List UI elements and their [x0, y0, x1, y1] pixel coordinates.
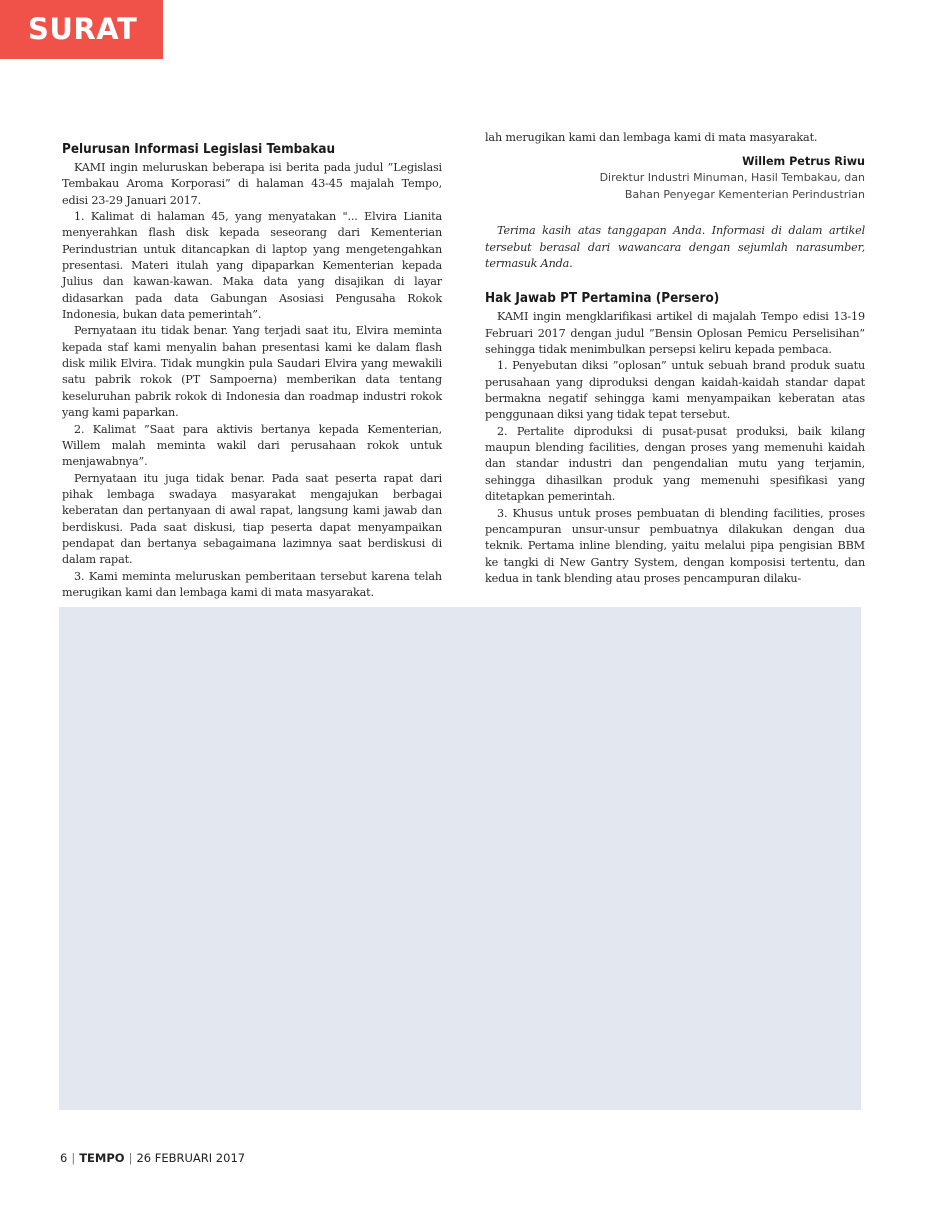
- letter2-title: Hak Jawab PT Pertamina (Persero): [485, 291, 720, 307]
- letter1-paragraph-3: Pernyataan itu tidak benar. Yang terjadi saat itu, Elvira meminta kepada staf kami menyalin bahan presentasi kami ke dalam flash disk milik Elvira. Tidak mungkin pula Saudari Elvira yang mewakili satu pabrik rokok (PT Sampoerna) memberikan data tentang keseluruhan pabrik rokok di Indonesia dan roadmap industri rokok yang kami paparkan.: [62, 324, 442, 420]
- section-tab: SURAT: [0, 0, 163, 59]
- letter2-paragraph-1: KAMI ingin mengklarifikasi artikel di majalah Tempo edisi 13-19 Februari 2017 dengan judul ”Bensin Oplosan Pemicu Perselisihan” sehingga tidak menimbulkan persepsi keliru kepada pembaca.: [485, 310, 865, 357]
- signer-title-line-1: Direktur Industri Minuman, Hasil Tembakau, dan: [599, 171, 865, 185]
- letter1-paragraph-2: 1. Kalimat di halaman 45, yang menyatakan "... Elvira Lianita menyerahkan flash disk kepada seseorang dari Kementerian Perindustrian untuk ditancapkan di laptop yang mengetengahkan presentasi. Materi itulah yang dipaparkan Kementerian kepada Julius dan kawan-kawan. Maka data yang disajikan di layar didasarkan pada data Gabungan Asosiasi Pengusaha Rokok Indonesia, bukan data pemerintah”.: [62, 210, 442, 322]
- signature-block: [485, 154, 865, 203]
- editor-reply: Terima kasih atas tanggapan Anda. Informasi di dalam artikel tersebut berasal dari wawancara dengan sejumlah narasumber, termasuk Anda.: [485, 224, 865, 271]
- left-column: [62, 141, 442, 599]
- photo-placeholder: [59, 607, 861, 1110]
- letter1-paragraph-1: KAMI ingin meluruskan beberapa isi berita pada judul ”Legislasi Tembakau Aroma Korporasi” di halaman 43-45 majalah Tempo, edisi 23-29 Januari 2017.: [62, 161, 442, 207]
- letter2-paragraph-4: 3. Khusus untuk proses pembuatan di blending facilities, proses pencampuran unsur-unsur pembuatnya dilakukan dengan dua teknik. Pertama inline blending, yaitu melalui pipa pengisian BBM ke tangki di New Gantry System, dengan komposisi tertentu, dan kedua in tank blending atau proses pencampuran dilaku-: [485, 506, 865, 585]
- letter1-paragraph-4: 2. Kalimat ”Saat para aktivis bertanya kepada Kementerian, Willem malah meminta wakil dari perusahaan rokok untuk menjawabnya”.: [62, 422, 442, 469]
- letter2-paragraph-2: 1. Penyebutan diksi ”oplosan” untuk sebuah brand produk suatu perusahaan yang diproduksi dengan kaidah-kaidah standar dapat bermakna negatif sehingga kami menyampaikan keberatan atas penggunaan diksi yang tidak tepat tersebut.: [485, 359, 865, 422]
- issue-date: 26 FEBRUARI 2017: [136, 1151, 246, 1165]
- letter1-title: Pelurusan Informasi Legislasi Tembakau: [62, 142, 336, 157]
- letter1-paragraph-5: Pernyataan itu juga tidak benar. Pada saat peserta rapat dari pihak lembaga swadaya masyarakat mengajukan berbagai keberatan dan pertanyaan di awal rapat, langsung kami jawab dan berdiskusi. Pada saat diskusi, tiap peserta dapat menyampaikan pendapat dan bertanya sebagaimana lazimnya saat berdiskusi di dalam rapat.: [62, 471, 442, 567]
- right-column: [485, 130, 865, 587]
- letter2-paragraph-3: 2. Pertalite diproduksi di pusat-pusat produksi, baik kilang maupun blending facilities, dengan proses yang memenuhi kaidah dan standar industri dan pengendalian mutu yang terjamin, sehingga dihasilkan produk yang memenuhi spesifikasi yang ditetapkan pemerintah.: [485, 424, 865, 504]
- letter1-paragraph-6-continued: lah merugikan kami dan lembaga kami di mata masyarakat.: [485, 131, 818, 144]
- letter1-paragraph-6: 3. Kami meminta meluruskan pemberitaan tersebut karena telah merugikan kami dan lembaga kami di mata masyarakat.: [62, 569, 442, 599]
- magazine-brand: TEMPO: [79, 1151, 125, 1165]
- signer-name: Willem Petrus Riwu: [742, 155, 865, 169]
- page-number: 6: [60, 1151, 68, 1165]
- letter2: [485, 290, 865, 587]
- page-footer: 6 | TEMPO | 26 FEBRUARI 2017: [60, 1151, 246, 1165]
- signer-title-line-2: Bahan Penyegar Kementerian Perindustrian: [624, 187, 865, 201]
